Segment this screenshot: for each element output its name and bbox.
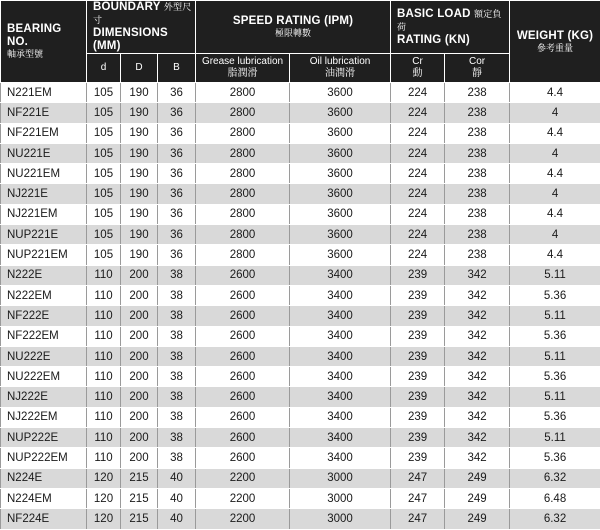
width-b-cell: 38 — [158, 448, 196, 468]
grease-speed-cell: 2800 — [196, 184, 290, 204]
width-b-cell: 36 — [158, 204, 196, 224]
grease-speed-cell: 2800 — [196, 123, 290, 143]
oil-speed-cell: 3000 — [290, 488, 391, 508]
cr-load-cell: 239 — [391, 407, 445, 427]
cor-load-cell: 249 — [445, 488, 510, 508]
grease-speed-cell: 2800 — [196, 164, 290, 184]
grease-speed-cell: 2600 — [196, 265, 290, 285]
cor-load-cell: 238 — [445, 164, 510, 184]
outer-d-cell: 200 — [121, 407, 158, 427]
grease-speed-cell: 2800 — [196, 103, 290, 123]
weight-cell: 6.32 — [510, 509, 600, 529]
oil-speed-cell: 3000 — [290, 509, 391, 529]
bore-d-cell: 105 — [87, 103, 121, 123]
bearing-no-cell: NF221EM — [1, 123, 87, 143]
outer-d-cell: 200 — [121, 387, 158, 407]
cr-load-cell: 239 — [391, 265, 445, 285]
grease-speed-cell: 2200 — [196, 509, 290, 529]
cor-load-cell: 238 — [445, 83, 510, 103]
outer-d-cell: 200 — [121, 346, 158, 366]
bearing-no-cell: NUP221EM — [1, 245, 87, 265]
oil-speed-cell: 3400 — [290, 387, 391, 407]
width-b-cell: 36 — [158, 103, 196, 123]
width-b-cell: 40 — [158, 468, 196, 488]
cor-load-cell: 238 — [445, 123, 510, 143]
outer-d-cell: 190 — [121, 103, 158, 123]
cor-load-cell: 342 — [445, 387, 510, 407]
oil-speed-cell: 3400 — [290, 448, 391, 468]
table-row — [1, 367, 600, 387]
oil-speed-cell: 3600 — [290, 123, 391, 143]
cor-load-cell: 342 — [445, 448, 510, 468]
width-b-cell: 36 — [158, 164, 196, 184]
width-b-cell: 36 — [158, 83, 196, 103]
bore-d-cell: 105 — [87, 204, 121, 224]
bore-d-cell: 110 — [87, 326, 121, 346]
grease-speed-cell: 2200 — [196, 468, 290, 488]
weight-cell: 5.36 — [510, 367, 600, 387]
oil-speed-cell: 3600 — [290, 204, 391, 224]
table-row — [1, 184, 600, 204]
weight-cell: 5.36 — [510, 448, 600, 468]
grease-speed-cell: 2600 — [196, 448, 290, 468]
bore-d-cell: 105 — [87, 184, 121, 204]
cr-load-cell: 239 — [391, 367, 445, 387]
bore-d-cell: 110 — [87, 428, 121, 448]
bearing-no-cell: NJ221E — [1, 184, 87, 204]
table-row — [1, 326, 600, 346]
table-body — [1, 83, 600, 530]
cor-load-cell: 342 — [445, 306, 510, 326]
bearing-no-cell: NF222E — [1, 306, 87, 326]
outer-d-cell: 190 — [121, 204, 158, 224]
bore-d-cell: 110 — [87, 265, 121, 285]
grease-speed-cell: 2600 — [196, 326, 290, 346]
grease-speed-cell: 2200 — [196, 488, 290, 508]
oil-speed-cell: 3600 — [290, 103, 391, 123]
width-b-cell: 36 — [158, 143, 196, 163]
width-b-cell: 38 — [158, 326, 196, 346]
cr-load-cell: 239 — [391, 387, 445, 407]
table-row — [1, 225, 600, 245]
weight-cell: 4 — [510, 143, 600, 163]
weight-cell: 6.48 — [510, 488, 600, 508]
table-row — [1, 448, 600, 468]
bore-d-cell: 105 — [87, 143, 121, 163]
cor-load-cell: 342 — [445, 428, 510, 448]
weight-cell: 5.11 — [510, 346, 600, 366]
width-b-cell: 38 — [158, 407, 196, 427]
grease-speed-cell: 2600 — [196, 285, 290, 305]
cr-load-cell: 224 — [391, 204, 445, 224]
oil-speed-cell: 3600 — [290, 83, 391, 103]
grease-speed-cell: 2800 — [196, 83, 290, 103]
width-b-cell: 38 — [158, 428, 196, 448]
outer-d-cell: 190 — [121, 225, 158, 245]
oil-speed-cell: 3400 — [290, 265, 391, 285]
cr-load-cell: 239 — [391, 346, 445, 366]
width-b-cell: 38 — [158, 306, 196, 326]
bore-d-cell: 105 — [87, 245, 121, 265]
cor-header: Cor 靜 — [445, 54, 510, 83]
bearing-no-cell: NU221EM — [1, 164, 87, 184]
cr-load-cell: 239 — [391, 326, 445, 346]
cor-load-cell: 342 — [445, 407, 510, 427]
cr-load-cell: 239 — [391, 285, 445, 305]
grease-header: Grease lubrication 脂潤滑 — [196, 54, 290, 83]
oil-speed-cell: 3400 — [290, 285, 391, 305]
oil-speed-cell: 3000 — [290, 468, 391, 488]
table-row — [1, 346, 600, 366]
outer-d-cell: 190 — [121, 164, 158, 184]
table-row — [1, 164, 600, 184]
table-row — [1, 509, 600, 529]
cor-load-cell: 342 — [445, 346, 510, 366]
grease-speed-cell: 2600 — [196, 407, 290, 427]
width-b-cell: 38 — [158, 265, 196, 285]
bearing-no-cell: NUP222EM — [1, 448, 87, 468]
weight-header: WEIGHT (KG) 參考重量 — [510, 1, 600, 83]
cr-load-cell: 224 — [391, 225, 445, 245]
outer-d-cell: 190 — [121, 245, 158, 265]
basic-load-rating-header: BASIC LOAD 額定負荷 RATING (KN) — [391, 1, 510, 54]
weight-cell: 5.36 — [510, 326, 600, 346]
weight-cell: 4.4 — [510, 83, 600, 103]
cor-load-cell: 238 — [445, 143, 510, 163]
bearing-no-cell: NJ222E — [1, 387, 87, 407]
weight-cell: 4.4 — [510, 204, 600, 224]
table-row — [1, 306, 600, 326]
bore-d-cell: 105 — [87, 225, 121, 245]
bore-d-cell: 110 — [87, 387, 121, 407]
cor-load-cell: 249 — [445, 468, 510, 488]
bore-d-cell: 110 — [87, 346, 121, 366]
weight-cell: 4.4 — [510, 123, 600, 143]
bearing-no-cell: NF222EM — [1, 326, 87, 346]
outer-d-cell: 190 — [121, 143, 158, 163]
oil-speed-cell: 3600 — [290, 143, 391, 163]
cr-load-cell: 224 — [391, 245, 445, 265]
bearing-no-cell: N222EM — [1, 285, 87, 305]
width-b-cell: 40 — [158, 488, 196, 508]
outer-d-cell: 200 — [121, 428, 158, 448]
bearing-no-cell: NU222E — [1, 346, 87, 366]
table-row — [1, 468, 600, 488]
outer-d-header: D — [121, 54, 158, 83]
weight-cell: 6.32 — [510, 468, 600, 488]
boundary-dimensions-header: BOUNDARY 外型尺寸 DIMENSIONS (MM) — [87, 1, 196, 54]
bearing-no-cell: N224EM — [1, 488, 87, 508]
cor-load-cell: 238 — [445, 225, 510, 245]
weight-cell: 5.36 — [510, 285, 600, 305]
cr-load-cell: 247 — [391, 488, 445, 508]
outer-d-cell: 200 — [121, 265, 158, 285]
bearing-no-cell: NU222EM — [1, 367, 87, 387]
bore-d-cell: 105 — [87, 123, 121, 143]
outer-d-cell: 200 — [121, 326, 158, 346]
weight-cell: 5.11 — [510, 306, 600, 326]
weight-cell: 4 — [510, 225, 600, 245]
bore-d-cell: 110 — [87, 448, 121, 468]
oil-speed-cell: 3400 — [290, 428, 391, 448]
weight-cell: 4.4 — [510, 164, 600, 184]
width-b-cell: 38 — [158, 285, 196, 305]
weight-cell: 5.11 — [510, 428, 600, 448]
grease-speed-cell: 2600 — [196, 346, 290, 366]
table-row — [1, 83, 600, 103]
oil-speed-cell: 3400 — [290, 326, 391, 346]
grease-speed-cell: 2600 — [196, 367, 290, 387]
outer-d-cell: 200 — [121, 367, 158, 387]
weight-cell: 5.36 — [510, 407, 600, 427]
oil-speed-cell: 3600 — [290, 164, 391, 184]
bearing-no-cell: NF224E — [1, 509, 87, 529]
cr-load-cell: 239 — [391, 428, 445, 448]
cor-load-cell: 238 — [445, 103, 510, 123]
cr-load-cell: 224 — [391, 83, 445, 103]
bore-d-cell: 105 — [87, 83, 121, 103]
bore-d-cell: 110 — [87, 367, 121, 387]
b-header: B — [158, 54, 196, 83]
bearing-no-cell: N224E — [1, 468, 87, 488]
grease-speed-cell: 2800 — [196, 225, 290, 245]
bore-d-cell: 120 — [87, 509, 121, 529]
table-row — [1, 245, 600, 265]
bearing-no-header: BEARING NO. 軸承型號 — [1, 1, 87, 83]
outer-d-cell: 200 — [121, 306, 158, 326]
cr-load-cell: 224 — [391, 103, 445, 123]
grease-speed-cell: 2600 — [196, 306, 290, 326]
outer-d-cell: 215 — [121, 509, 158, 529]
table-row — [1, 204, 600, 224]
cr-load-cell: 247 — [391, 468, 445, 488]
table-row — [1, 285, 600, 305]
bearing-no-cell: NU221E — [1, 143, 87, 163]
table-header — [1, 1, 600, 83]
speed-rating-header: SPEED RATING (IPM) 極限轉數 — [196, 1, 391, 54]
grease-speed-cell: 2800 — [196, 204, 290, 224]
width-b-cell: 36 — [158, 225, 196, 245]
cor-load-cell: 249 — [445, 509, 510, 529]
outer-d-cell: 190 — [121, 123, 158, 143]
bore-d-cell: 105 — [87, 164, 121, 184]
bearing-no-cell: NUP221E — [1, 225, 87, 245]
outer-d-cell: 190 — [121, 184, 158, 204]
grease-speed-cell: 2800 — [196, 143, 290, 163]
weight-cell: 5.11 — [510, 265, 600, 285]
width-b-cell: 38 — [158, 346, 196, 366]
table-row — [1, 143, 600, 163]
bore-d-cell: 110 — [87, 407, 121, 427]
bearing-no-cell: NF221E — [1, 103, 87, 123]
outer-d-cell: 200 — [121, 285, 158, 305]
weight-cell: 4 — [510, 103, 600, 123]
bearing-no-cell: NUP222E — [1, 428, 87, 448]
table-row — [1, 387, 600, 407]
cor-load-cell: 342 — [445, 285, 510, 305]
table-row — [1, 428, 600, 448]
cor-load-cell: 238 — [445, 184, 510, 204]
oil-speed-cell: 3400 — [290, 407, 391, 427]
bore-d-cell: 120 — [87, 468, 121, 488]
oil-speed-cell: 3600 — [290, 245, 391, 265]
table-row — [1, 488, 600, 508]
cr-header: Cr 動 — [391, 54, 445, 83]
bore-d-cell: 110 — [87, 306, 121, 326]
oil-header: Oil lubrication 油潤滑 — [290, 54, 391, 83]
bore-d-cell: 110 — [87, 285, 121, 305]
cr-load-cell: 239 — [391, 306, 445, 326]
width-b-cell: 38 — [158, 387, 196, 407]
grease-speed-cell: 2800 — [196, 245, 290, 265]
bearing-no-cell: NJ221EM — [1, 204, 87, 224]
width-b-cell: 40 — [158, 509, 196, 529]
oil-speed-cell: 3400 — [290, 306, 391, 326]
cor-load-cell: 342 — [445, 367, 510, 387]
cr-load-cell: 224 — [391, 123, 445, 143]
table-row — [1, 123, 600, 143]
cr-load-cell: 224 — [391, 143, 445, 163]
table-row — [1, 103, 600, 123]
cr-load-cell: 247 — [391, 509, 445, 529]
bearing-no-cell: N221EM — [1, 83, 87, 103]
width-b-cell: 36 — [158, 245, 196, 265]
width-b-cell: 36 — [158, 123, 196, 143]
bearing-no-cell: N222E — [1, 265, 87, 285]
outer-d-cell: 190 — [121, 83, 158, 103]
weight-cell: 4 — [510, 184, 600, 204]
oil-speed-cell: 3400 — [290, 346, 391, 366]
cor-load-cell: 238 — [445, 245, 510, 265]
width-b-cell: 38 — [158, 367, 196, 387]
cor-load-cell: 342 — [445, 265, 510, 285]
d-header: d — [87, 54, 121, 83]
table-row — [1, 265, 600, 285]
bore-d-cell: 120 — [87, 488, 121, 508]
width-b-cell: 36 — [158, 184, 196, 204]
cr-load-cell: 224 — [391, 184, 445, 204]
cor-load-cell: 238 — [445, 204, 510, 224]
cr-load-cell: 224 — [391, 164, 445, 184]
bearing-no-cell: NJ222EM — [1, 407, 87, 427]
outer-d-cell: 215 — [121, 488, 158, 508]
cor-load-cell: 342 — [445, 326, 510, 346]
oil-speed-cell: 3600 — [290, 225, 391, 245]
weight-cell: 4.4 — [510, 245, 600, 265]
table-row — [1, 407, 600, 427]
weight-cell: 5.11 — [510, 387, 600, 407]
grease-speed-cell: 2600 — [196, 387, 290, 407]
oil-speed-cell: 3600 — [290, 184, 391, 204]
cr-load-cell: 239 — [391, 448, 445, 468]
outer-d-cell: 200 — [121, 448, 158, 468]
outer-d-cell: 215 — [121, 468, 158, 488]
oil-speed-cell: 3400 — [290, 367, 391, 387]
grease-speed-cell: 2600 — [196, 428, 290, 448]
